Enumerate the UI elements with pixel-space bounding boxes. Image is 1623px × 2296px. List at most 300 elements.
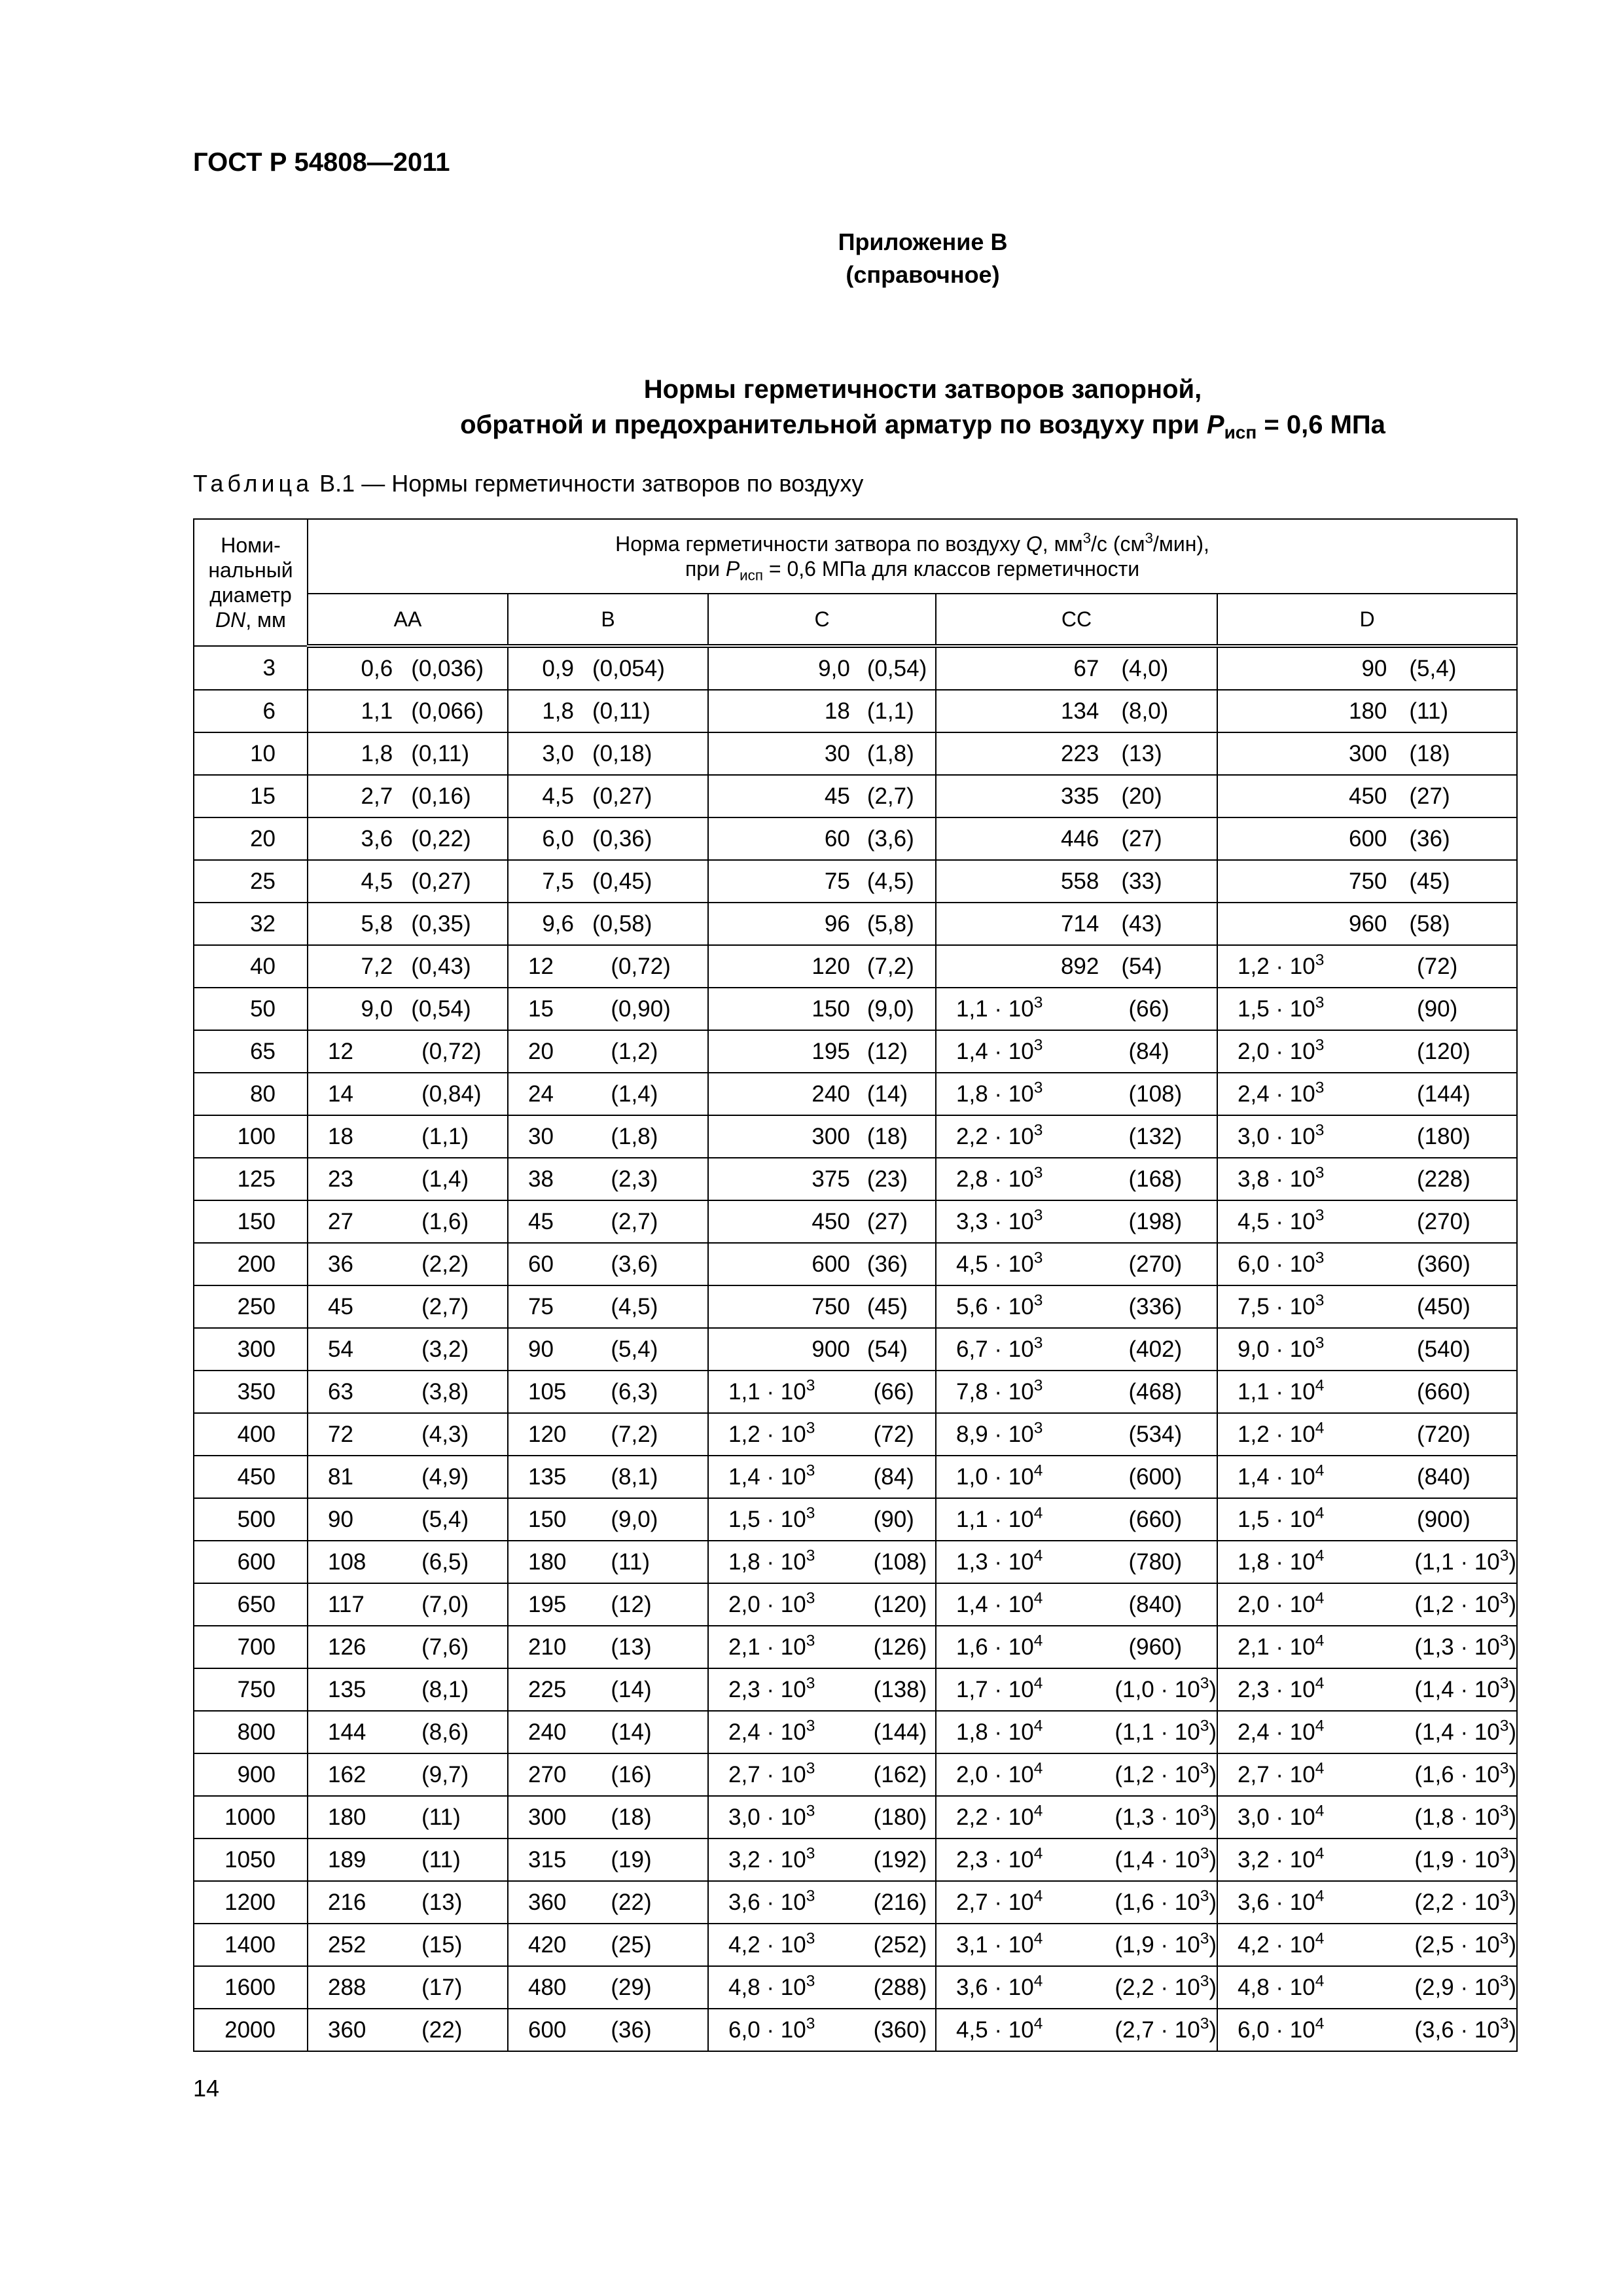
norm-header-line-2 [308,556,1516,584]
leak-rate-mm3-per-s: $8,9 \cdot 10^3$ [956,1419,1043,1447]
leak-rate-mm3-per-s: 252 [328,1931,366,1958]
exponent: 4 [1315,1547,1325,1565]
dn-cell: 50 [194,988,308,1030]
leak-rate-cm3-per-min: (45) [866,1293,908,1319]
exponent: 4 [1315,1717,1325,1735]
norm-cell-aa [308,732,508,775]
norm-cell-b [508,1839,708,1881]
leak-rate-cm3-per-min: (5,4) [611,1336,658,1362]
leak-rate-cm3-per-min: $(1,6 \cdot 10^3)$ [1414,1759,1517,1787]
norm-cell-cc [936,1924,1217,1966]
norm-cell-b [508,1371,708,1413]
leak-rate-cm3-per-min: (9,7) [421,1761,469,1787]
leak-rate-mm3-per-s: 360 [328,2017,366,2043]
table-row [194,1498,1517,1541]
table-row [194,1371,1517,1413]
leak-rate-cm3-per-min: (0,16) [411,783,471,809]
norm-cell-b [508,1073,708,1115]
leak-rate-cm3-per-min: (0,90) [611,996,671,1022]
leak-rate-mm3-per-s: $4,8 \cdot 10^3$ [728,1972,815,2000]
norm-cell-d [1217,2009,1517,2051]
leak-rate-cm3-per-min: (1,6) [421,1208,469,1234]
norm-cell-d [1217,1073,1517,1115]
norm-cell-d [1217,1711,1517,1753]
leak-rate-cm3-per-min: $(2,7 \cdot 10^3)$ [1115,2015,1217,2043]
leak-rate-mm3-per-s: 117 [328,1591,365,1617]
leak-rate-mm3-per-s: $2,4 \cdot 10^3$ [728,1717,815,1745]
norm-cell-cc [936,1243,1217,1285]
leak-rate-mm3-per-s: $4,5 \cdot 10^3$ [1238,1206,1325,1234]
leak-rate-mm3-per-s: $4,2 \cdot 10^4$ [1238,1929,1325,1958]
leak-rate-cm3-per-min: (0,27) [411,868,471,894]
leak-rate-mm3-per-s: $1,2 \cdot 10^3$ [728,1419,815,1447]
table-caption-label: Таблица [193,470,313,497]
class-header-c: С [708,594,936,646]
norm-cell-d [1217,945,1517,988]
leak-rate-mm3-per-s: 240 [528,1719,567,1745]
leak-rate-cm3-per-min: $(1,3 \cdot 10^3)$ [1414,1632,1517,1660]
class-header-aa: АА [308,594,508,646]
norm-cell-cc [936,1158,1217,1200]
leak-rate-mm3-per-s: 960 [1349,910,1387,937]
norm-cell-c [708,1881,936,1924]
leak-rate-cm3-per-min: (138) [873,1676,927,1702]
norm-cell-d [1217,1668,1517,1711]
leak-rate-mm3-per-s: $2,2 \cdot 10^3$ [956,1121,1043,1149]
norm-cell-d [1217,1966,1517,2009]
leak-rate-cm3-per-min: (2,3) [611,1166,658,1192]
leak-rate-mm3-per-s: $2,7 \cdot 10^3$ [728,1759,815,1787]
norm-cell-c [708,1371,936,1413]
table-row [194,988,1517,1030]
leak-rate-cm3-per-min: (18) [866,1123,908,1149]
norm-cell-cc [936,1413,1217,1456]
leak-rate-mm3-per-s: 2,7 [361,783,393,809]
norm-cell-cc [936,1030,1217,1073]
leak-rate-mm3-per-s: 150 [528,1506,567,1532]
norm-cell-aa [308,1924,508,1966]
leak-rate-mm3-per-s: 600 [1349,825,1387,852]
leak-rate-cm3-per-min: (144) [1417,1081,1471,1107]
leak-rate-mm3-per-s: 18 [824,698,850,724]
dn-cell: 15 [194,775,308,817]
leak-rate-mm3-per-s: 446 [1060,825,1099,852]
table-row [194,1030,1517,1073]
leak-rate-mm3-per-s: $2,4 \cdot 10^3$ [1238,1079,1325,1107]
norm-cell-d [1217,1328,1517,1371]
leak-rate-cm3-per-min: (0,066) [411,698,484,724]
norm-cell-cc [936,1115,1217,1158]
dn-symbol: DN [215,608,246,632]
norm-cell-c [708,1456,936,1498]
leak-rate-mm3-per-s: 23 [328,1166,353,1192]
norm-cell-c [708,732,936,775]
norm-cell-aa [308,903,508,945]
norm-cell-cc [936,1541,1217,1583]
leak-rate-cm3-per-min: $(1,4 \cdot 10^3)$ [1414,1674,1517,1702]
leak-rate-mm3-per-s: 240 [812,1081,850,1107]
leak-rate-mm3-per-s: $1,8 \cdot 10^3$ [728,1547,815,1575]
leak-rate-mm3-per-s: 54 [328,1336,353,1362]
pressure-subscript: исп [740,567,763,584]
leak-rate-mm3-per-s: 4,5 [361,868,393,894]
leak-rate-mm3-per-s: 4,5 [542,783,574,809]
leak-rate-mm3-per-s: 96 [824,910,850,937]
exponent: 3 [1499,1929,1509,1948]
leak-rate-cm3-per-min: (5,4) [1409,655,1457,681]
leak-rate-mm3-per-s: 0,9 [542,655,574,681]
exponent: 4 [1033,1504,1043,1522]
norm-cell-aa [308,1115,508,1158]
dn-unit: , мм [245,608,286,632]
leak-rate-cm3-per-min: $(2,5 \cdot 10^3)$ [1414,1929,1517,1958]
table-row [194,860,1517,903]
leak-rate-cm3-per-min: (450) [1417,1293,1471,1319]
leak-rate-cm3-per-min: (0,72) [611,953,671,979]
leak-rate-mm3-per-s: 5,8 [361,910,393,937]
leak-rate-mm3-per-s: $2,0 \cdot 10^3$ [728,1589,815,1617]
norm-cell-b [508,646,708,690]
dn-column-header [194,519,308,646]
leak-rate-mm3-per-s: 0,6 [361,655,393,681]
exponent: 3 [1033,1249,1043,1267]
exponent: 3 [1315,994,1325,1012]
exponent: 3 [1200,1759,1209,1778]
dn-header-line: Номи- [221,533,281,557]
exponent: 3 [1499,1887,1509,1905]
exponent: 3 [806,1759,815,1778]
norm-cell-aa [308,860,508,903]
leak-rate-mm3-per-s: 270 [528,1761,567,1787]
norm-cell-b [508,1796,708,1839]
norm-cell-c [708,1583,936,1626]
norm-cell-aa [308,690,508,732]
norm-cell-d [1217,1541,1517,1583]
leak-rate-cm3-per-min: (720) [1417,1421,1471,1447]
leak-rate-cm3-per-min: (0,36) [592,825,652,852]
leak-rate-mm3-per-s: $1,1 \cdot 10^3$ [728,1376,815,1405]
exponent: 4 [1033,1547,1043,1565]
leak-rate-mm3-per-s: $2,8 \cdot 10^3$ [956,1164,1043,1192]
leak-rate-mm3-per-s: $4,8 \cdot 10^4$ [1238,1972,1325,2000]
norm-cell-aa [308,1371,508,1413]
exponent: 4 [1033,1462,1043,1480]
dn-cell: 750 [194,1668,308,1711]
leak-rate-mm3-per-s: 195 [528,1591,567,1617]
leak-rate-mm3-per-s: 223 [1060,740,1099,766]
leak-rate-mm3-per-s: 30 [824,740,850,766]
leak-rate-cm3-per-min: (13) [1121,740,1162,766]
dn-cell: 200 [194,1243,308,1285]
norm-cell-b [508,860,708,903]
dn-cell: 700 [194,1626,308,1668]
class-header-b: В [508,594,708,646]
leak-rate-cm3-per-min: (120) [873,1591,927,1617]
leak-rate-cm3-per-min: (25) [611,1931,652,1958]
leak-rate-cm3-per-min: (9,0) [611,1506,658,1532]
norm-cell-cc [936,945,1217,988]
norm-cell-cc [936,1583,1217,1626]
exponent: 4 [1033,2015,1043,2033]
exponent: 3 [1499,1844,1509,1863]
norm-cell-c [708,903,936,945]
leak-rate-cm3-per-min: (1,8) [866,740,914,766]
norm-cell-d [1217,817,1517,860]
exponent: 3 [1200,1887,1209,1905]
dn-cell: 1600 [194,1966,308,2009]
dn-cell: 25 [194,860,308,903]
exponent: 3 [1315,951,1325,969]
leak-rate-mm3-per-s: $1,4 \cdot 10^3$ [956,1036,1043,1064]
exponent: 3 [1200,1674,1209,1693]
leak-rate-mm3-per-s: 195 [812,1038,850,1064]
leak-rate-mm3-per-s: $4,2 \cdot 10^3$ [728,1929,815,1958]
norm-cell-aa [308,2009,508,2051]
leak-rate-cm3-per-min: (198) [1128,1208,1183,1234]
leak-rate-cm3-per-min: (144) [873,1719,927,1745]
norm-cell-b [508,1668,708,1711]
exponent: 3 [1200,1717,1209,1735]
leak-rate-mm3-per-s: 67 [1073,655,1099,681]
norm-cell-c [708,1668,936,1711]
leak-rate-cm3-per-min: (14) [611,1676,652,1702]
dn-cell: 900 [194,1753,308,1796]
leak-rate-mm3-per-s: $6,0 \cdot 10^3$ [728,2015,815,2043]
leak-rate-cm3-per-min: (16) [611,1761,652,1787]
leak-rate-mm3-per-s: $1,8 \cdot 10^4$ [1238,1547,1325,1575]
leak-rate-cm3-per-min: (12) [611,1591,652,1617]
exponent: 3 [806,1419,815,1437]
exponent: 4 [1315,1887,1325,1905]
norm-cell-c [708,1243,936,1285]
exponent: 3 [1315,1121,1325,1139]
leak-rate-cm3-per-min: (12) [866,1038,908,1064]
leak-rate-cm3-per-min: (84) [1128,1038,1169,1064]
norm-cell-c [708,1498,936,1541]
norm-cell-aa [308,1073,508,1115]
norm-cell-b [508,1285,708,1328]
exponent: 4 [1315,1972,1325,1990]
exponent: 3 [1033,1206,1043,1225]
norm-cell-d [1217,1753,1517,1796]
leak-rate-mm3-per-s: 450 [1349,783,1387,809]
heading-pressure-value: = 0,6 МПа [1257,410,1385,439]
exponent: 4 [1315,1674,1325,1693]
table-row [194,1626,1517,1668]
dn-header-line: диаметр [209,583,292,607]
leak-rate-cm3-per-min: (288) [873,1974,927,2000]
leak-rate-cm3-per-min: (33) [1121,868,1162,894]
leak-rate-mm3-per-s: $5,6 \cdot 10^3$ [956,1291,1043,1319]
leak-rate-cm3-per-min: (216) [873,1889,927,1915]
leak-rate-cm3-per-min: $(3,6 \cdot 10^3)$ [1414,2015,1517,2043]
exponent: 4 [1033,1674,1043,1693]
leak-rate-cm3-per-min: (4,9) [421,1463,469,1490]
norm-cell-b [508,1711,708,1753]
leak-rate-cm3-per-min: $(1,1 \cdot 10^3)$ [1414,1547,1517,1575]
norm-cell-d [1217,1881,1517,1924]
leak-rate-mm3-per-s: 750 [1349,868,1387,894]
leak-rate-mm3-per-s: 81 [328,1463,353,1490]
heading-line-2-text: обратной и предохранительной арматур по воздуху при [460,410,1207,439]
leak-rate-mm3-per-s: $1,2 \cdot 10^4$ [1238,1419,1325,1447]
norm-cell-d [1217,1371,1517,1413]
norm-cell-aa [308,945,508,988]
leak-rate-cm3-per-min: (0,45) [592,868,652,894]
exponent: 3 [1033,994,1043,1012]
leak-rate-mm3-per-s: $3,6 \cdot 10^4$ [956,1972,1043,2000]
leak-rate-mm3-per-s: $1,3 \cdot 10^4$ [956,1547,1043,1575]
dn-cell: 1050 [194,1839,308,1881]
document-code: ГОСТ Р 54808—2011 [193,148,450,177]
leak-rate-mm3-per-s: 1,1 [361,698,393,724]
leak-rate-mm3-per-s: $1,7 \cdot 10^4$ [956,1674,1043,1702]
leak-rate-mm3-per-s: $6,0 \cdot 10^4$ [1238,2015,1325,2043]
dn-cell: 32 [194,903,308,945]
norm-cell-d [1217,1498,1517,1541]
leak-rate-mm3-per-s: 18 [328,1123,353,1149]
leak-rate-cm3-per-min: (900) [1417,1506,1471,1532]
leak-rate-cm3-per-min: $(1,2 \cdot 10^3)$ [1414,1589,1517,1617]
leak-rate-cm3-per-min: (132) [1128,1123,1183,1149]
leak-rate-mm3-per-s: 90 [328,1506,353,1532]
norm-cell-b [508,1456,708,1498]
exponent: 3 [1499,1972,1509,1990]
leak-rate-cm3-per-min: (36) [611,2017,652,2043]
norm-cell-b [508,732,708,775]
leak-rate-cm3-per-min: (3,8) [421,1378,469,1405]
leak-rate-cm3-per-min: $(2,2 \cdot 10^3)$ [1115,1972,1217,2000]
norm-cell-b [508,1498,708,1541]
norm-cell-d [1217,1158,1517,1200]
leak-rate-mm3-per-s: 288 [328,1974,366,2000]
leak-rate-mm3-per-s: 900 [812,1336,850,1362]
appendix-title: Приложение В [838,228,1008,255]
exponent: 4 [1033,1802,1043,1820]
leak-rate-mm3-per-s: 335 [1060,783,1099,809]
leak-rate-mm3-per-s: 105 [528,1378,567,1405]
norm-cell-cc [936,2009,1217,2051]
exponent: 3 [806,1844,815,1863]
table-row [194,1668,1517,1711]
dn-cell: 40 [194,945,308,988]
leak-rate-cm3-per-min: (3,6) [866,825,914,852]
leak-rate-cm3-per-min: (0,84) [421,1081,482,1107]
leak-rate-cm3-per-min: (0,11) [592,698,651,724]
exponent: 3 [806,1972,815,1990]
exponent: 3 [1200,1802,1209,1820]
leak-rate-cm3-per-min: (534) [1128,1421,1183,1447]
leak-rate-mm3-per-s: $2,0 \cdot 10^3$ [1238,1036,1325,1064]
table-row [194,690,1517,732]
norm-cell-d [1217,690,1517,732]
table-row [194,1753,1517,1796]
norm-cell-c [708,1285,936,1328]
leak-rate-mm3-per-s: $3,2 \cdot 10^3$ [728,1844,815,1873]
table-row [194,2009,1517,2051]
leak-rate-mm3-per-s: 9,0 [818,655,850,681]
leak-rate-mm3-per-s: 3,6 [361,825,393,852]
norm-cell-aa [308,1626,508,1668]
dn-cell: 350 [194,1371,308,1413]
leak-rate-cm3-per-min: (0,54) [866,655,927,681]
leak-rate-cm3-per-min: (360) [873,2017,927,2043]
norm-cell-aa [308,1711,508,1753]
leak-rate-cm3-per-min: $(1,1 \cdot 10^3)$ [1115,1717,1217,1745]
leak-rate-mm3-per-s: 14 [328,1081,353,1107]
exponent: 4 [1033,1972,1043,1990]
leak-rate-mm3-per-s: 45 [824,783,850,809]
leak-rate-cm3-per-min: (18) [611,1804,652,1830]
norm-cell-c [708,1541,936,1583]
leak-rate-cm3-per-min: (270) [1128,1251,1183,1277]
leak-rate-cm3-per-min: (66) [1128,996,1169,1022]
leak-rate-cm3-per-min: (7,6) [421,1634,469,1660]
leak-rate-cm3-per-min: (54) [1121,953,1162,979]
leak-rate-cm3-per-min: $(1,4 \cdot 10^3)$ [1115,1844,1217,1873]
leak-rate-cm3-per-min: (0,43) [411,953,471,979]
norm-cell-c [708,1413,936,1456]
leak-rate-cm3-per-min: (27) [1409,783,1450,809]
exponent: 3 [1315,1079,1325,1097]
exponent: 3 [1499,1802,1509,1820]
heading-pressure-symbol: P [1206,410,1224,439]
norm-cell-aa [308,1328,508,1371]
dn-cell: 500 [194,1498,308,1541]
norm-cell-aa [308,1030,508,1073]
leak-rate-mm3-per-s: $2,7 \cdot 10^4$ [956,1887,1043,1915]
norm-cell-aa [308,1413,508,1456]
exponent: 3 [1033,1376,1043,1395]
norm-cell-aa [308,1839,508,1881]
norm-cell-b [508,1158,708,1200]
norm-cell-cc [936,1626,1217,1668]
leak-rate-cm3-per-min: (72) [1417,953,1458,979]
leak-rate-mm3-per-s: 36 [328,1251,353,1277]
leak-rate-cm3-per-min: (8,6) [421,1719,469,1745]
norm-cell-cc [936,1881,1217,1924]
leak-rate-cm3-per-min: (0,27) [592,783,652,809]
norm-cell-aa [308,1498,508,1541]
leak-rate-mm3-per-s: 75 [528,1293,554,1319]
exponent: 3 [1499,1674,1509,1693]
leak-rate-cm3-per-min: (5,8) [866,910,914,937]
leak-rate-mm3-per-s: $2,3 \cdot 10^3$ [728,1674,815,1702]
exponent: 4 [1033,1929,1043,1948]
leak-rate-cm3-per-min: (0,54) [411,996,471,1022]
leak-rate-cm3-per-min: (27) [1121,825,1162,852]
leak-rate-mm3-per-s: 315 [528,1846,567,1873]
norm-cell-cc [936,1668,1217,1711]
leak-rate-mm3-per-s: $9,0 \cdot 10^3$ [1238,1334,1325,1362]
table-row [194,1200,1517,1243]
leak-rate-cm3-per-min: $(2,2 \cdot 10^3)$ [1414,1887,1517,1915]
leak-rate-mm3-per-s: $7,8 \cdot 10^3$ [956,1376,1043,1405]
leak-rate-cm3-per-min: (0,054) [592,655,665,681]
norm-cell-c [708,1839,936,1881]
leak-rate-cm3-per-min: (540) [1417,1336,1471,1362]
leak-rate-cm3-per-min: (19) [611,1846,652,1873]
norm-cell-c [708,2009,936,2051]
leak-rate-cm3-per-min: (120) [1417,1038,1471,1064]
norm-cell-cc [936,690,1217,732]
norm-cell-c [708,945,936,988]
section-heading [0,372,1623,442]
norm-cell-cc [936,1966,1217,2009]
dn-cell: 125 [194,1158,308,1200]
norm-cell-d [1217,1839,1517,1881]
leak-rate-mm3-per-s: 120 [528,1421,567,1447]
